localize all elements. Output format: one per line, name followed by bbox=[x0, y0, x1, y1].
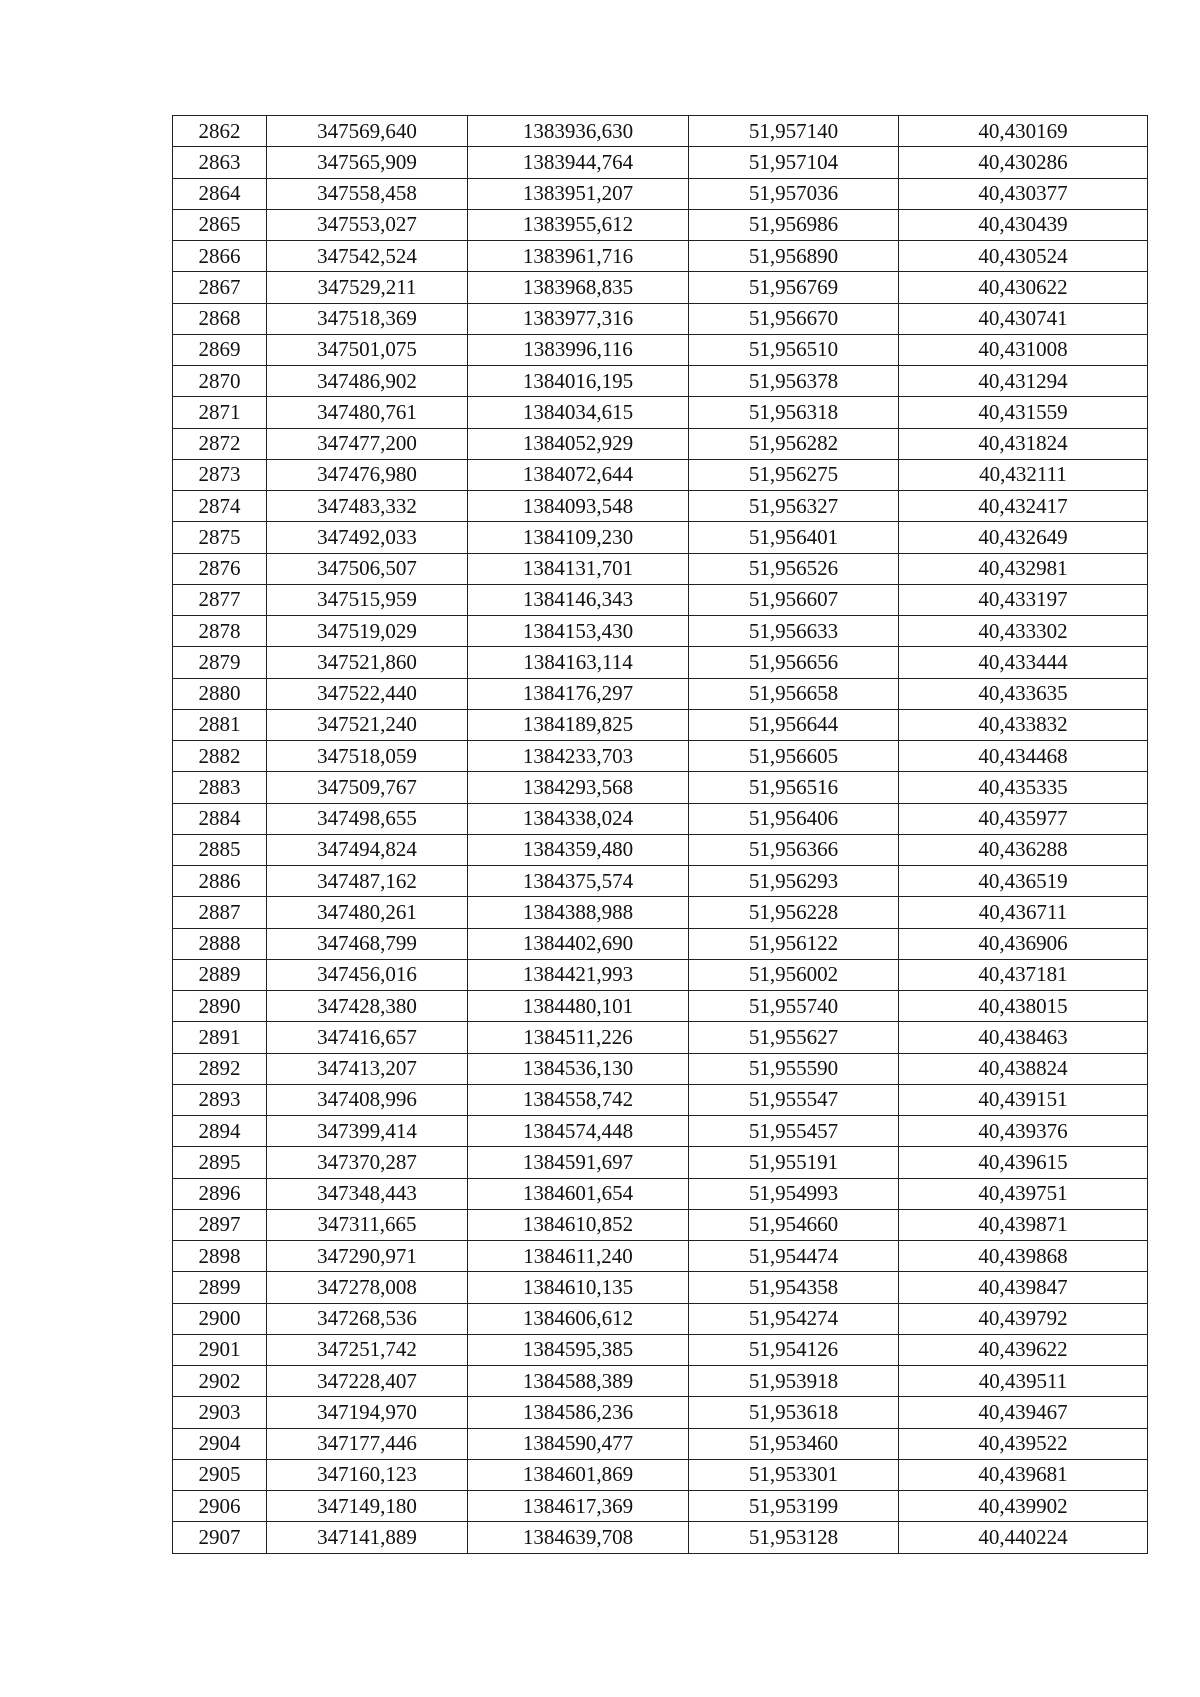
y-coordinate-cell: 1384536,130 bbox=[468, 1053, 689, 1084]
latitude-cell: 51,953460 bbox=[689, 1428, 899, 1459]
point-number-cell: 2864 bbox=[173, 178, 267, 209]
table-row bbox=[173, 897, 1148, 928]
point-number-cell: 2880 bbox=[173, 678, 267, 709]
longitude-cell: 40,439615 bbox=[899, 1147, 1148, 1178]
longitude-cell: 40,439467 bbox=[899, 1397, 1148, 1428]
y-coordinate-cell: 1384093,548 bbox=[468, 491, 689, 522]
x-coordinate-cell: 347519,029 bbox=[267, 616, 468, 647]
y-coordinate-cell: 1384601,869 bbox=[468, 1459, 689, 1490]
x-coordinate-cell: 347553,027 bbox=[267, 209, 468, 240]
latitude-cell: 51,954993 bbox=[689, 1178, 899, 1209]
latitude-cell: 51,954358 bbox=[689, 1272, 899, 1303]
point-number-cell: 2900 bbox=[173, 1303, 267, 1334]
longitude-cell: 40,431294 bbox=[899, 366, 1148, 397]
longitude-cell: 40,439868 bbox=[899, 1241, 1148, 1272]
point-number-cell: 2873 bbox=[173, 459, 267, 490]
longitude-cell: 40,437181 bbox=[899, 959, 1148, 990]
longitude-cell: 40,439751 bbox=[899, 1178, 1148, 1209]
y-coordinate-cell: 1384163,114 bbox=[468, 647, 689, 678]
x-coordinate-cell: 347487,162 bbox=[267, 866, 468, 897]
point-number-cell: 2870 bbox=[173, 366, 267, 397]
longitude-cell: 40,432111 bbox=[899, 459, 1148, 490]
y-coordinate-cell: 1384610,135 bbox=[468, 1272, 689, 1303]
point-number-cell: 2901 bbox=[173, 1334, 267, 1365]
latitude-cell: 51,955457 bbox=[689, 1116, 899, 1147]
point-number-cell: 2876 bbox=[173, 553, 267, 584]
longitude-cell: 40,430741 bbox=[899, 303, 1148, 334]
longitude-cell: 40,439681 bbox=[899, 1459, 1148, 1490]
latitude-cell: 51,953301 bbox=[689, 1459, 899, 1490]
table-row bbox=[173, 366, 1148, 397]
point-number-cell: 2889 bbox=[173, 959, 267, 990]
longitude-cell: 40,439522 bbox=[899, 1428, 1148, 1459]
y-coordinate-cell: 1384338,024 bbox=[468, 803, 689, 834]
table-row bbox=[173, 491, 1148, 522]
table-row bbox=[173, 178, 1148, 209]
longitude-cell: 40,438824 bbox=[899, 1053, 1148, 1084]
latitude-cell: 51,956605 bbox=[689, 741, 899, 772]
longitude-cell: 40,439902 bbox=[899, 1491, 1148, 1522]
point-number-cell: 2891 bbox=[173, 1022, 267, 1053]
y-coordinate-cell: 1384359,480 bbox=[468, 834, 689, 865]
point-number-cell: 2888 bbox=[173, 928, 267, 959]
table-row bbox=[173, 241, 1148, 272]
point-number-cell: 2897 bbox=[173, 1209, 267, 1240]
point-number-cell: 2871 bbox=[173, 397, 267, 428]
point-number-cell: 2903 bbox=[173, 1397, 267, 1428]
table-row bbox=[173, 1522, 1148, 1553]
point-number-cell: 2904 bbox=[173, 1428, 267, 1459]
longitude-cell: 40,430622 bbox=[899, 272, 1148, 303]
longitude-cell: 40,431559 bbox=[899, 397, 1148, 428]
point-number-cell: 2866 bbox=[173, 241, 267, 272]
y-coordinate-cell: 1384072,644 bbox=[468, 459, 689, 490]
x-coordinate-cell: 347428,380 bbox=[267, 991, 468, 1022]
table-row bbox=[173, 1491, 1148, 1522]
table-row bbox=[173, 428, 1148, 459]
x-coordinate-cell: 347498,655 bbox=[267, 803, 468, 834]
point-number-cell: 2875 bbox=[173, 522, 267, 553]
point-number-cell: 2874 bbox=[173, 491, 267, 522]
longitude-cell: 40,435977 bbox=[899, 803, 1148, 834]
point-number-cell: 2906 bbox=[173, 1491, 267, 1522]
x-coordinate-cell: 347416,657 bbox=[267, 1022, 468, 1053]
point-number-cell: 2881 bbox=[173, 709, 267, 740]
y-coordinate-cell: 1384016,195 bbox=[468, 366, 689, 397]
table-row bbox=[173, 553, 1148, 584]
coordinates-table bbox=[172, 115, 1148, 1554]
latitude-cell: 51,956658 bbox=[689, 678, 899, 709]
table-row bbox=[173, 803, 1148, 834]
longitude-cell: 40,439151 bbox=[899, 1084, 1148, 1115]
point-number-cell: 2902 bbox=[173, 1366, 267, 1397]
longitude-cell: 40,440224 bbox=[899, 1522, 1148, 1553]
x-coordinate-cell: 347486,902 bbox=[267, 366, 468, 397]
x-coordinate-cell: 347569,640 bbox=[267, 116, 468, 147]
y-coordinate-cell: 1384233,703 bbox=[468, 741, 689, 772]
y-coordinate-cell: 1383996,116 bbox=[468, 334, 689, 365]
x-coordinate-cell: 347529,211 bbox=[267, 272, 468, 303]
table-row bbox=[173, 678, 1148, 709]
table-row bbox=[173, 616, 1148, 647]
point-number-cell: 2865 bbox=[173, 209, 267, 240]
table-row bbox=[173, 741, 1148, 772]
point-number-cell: 2886 bbox=[173, 866, 267, 897]
longitude-cell: 40,430524 bbox=[899, 241, 1148, 272]
longitude-cell: 40,436711 bbox=[899, 897, 1148, 928]
table-row bbox=[173, 1272, 1148, 1303]
longitude-cell: 40,438463 bbox=[899, 1022, 1148, 1053]
latitude-cell: 51,956275 bbox=[689, 459, 899, 490]
x-coordinate-cell: 347558,458 bbox=[267, 178, 468, 209]
point-number-cell: 2862 bbox=[173, 116, 267, 147]
latitude-cell: 51,953128 bbox=[689, 1522, 899, 1553]
longitude-cell: 40,434468 bbox=[899, 741, 1148, 772]
latitude-cell: 51,955547 bbox=[689, 1084, 899, 1115]
x-coordinate-cell: 347565,909 bbox=[267, 147, 468, 178]
table-row bbox=[173, 1397, 1148, 1428]
latitude-cell: 51,953918 bbox=[689, 1366, 899, 1397]
point-number-cell: 2887 bbox=[173, 897, 267, 928]
point-number-cell: 2898 bbox=[173, 1241, 267, 1272]
latitude-cell: 51,953199 bbox=[689, 1491, 899, 1522]
y-coordinate-cell: 1383936,630 bbox=[468, 116, 689, 147]
y-coordinate-cell: 1383955,612 bbox=[468, 209, 689, 240]
point-number-cell: 2893 bbox=[173, 1084, 267, 1115]
latitude-cell: 51,956656 bbox=[689, 647, 899, 678]
x-coordinate-cell: 347278,008 bbox=[267, 1272, 468, 1303]
x-coordinate-cell: 347456,016 bbox=[267, 959, 468, 990]
table-row bbox=[173, 928, 1148, 959]
y-coordinate-cell: 1384586,236 bbox=[468, 1397, 689, 1428]
latitude-cell: 51,955191 bbox=[689, 1147, 899, 1178]
x-coordinate-cell: 347348,443 bbox=[267, 1178, 468, 1209]
table-row bbox=[173, 1178, 1148, 1209]
point-number-cell: 2879 bbox=[173, 647, 267, 678]
y-coordinate-cell: 1383944,764 bbox=[468, 147, 689, 178]
table-row bbox=[173, 334, 1148, 365]
x-coordinate-cell: 347476,980 bbox=[267, 459, 468, 490]
latitude-cell: 51,956228 bbox=[689, 897, 899, 928]
point-number-cell: 2883 bbox=[173, 772, 267, 803]
y-coordinate-cell: 1384034,615 bbox=[468, 397, 689, 428]
table-row bbox=[173, 647, 1148, 678]
y-coordinate-cell: 1384601,654 bbox=[468, 1178, 689, 1209]
table-row bbox=[173, 1459, 1148, 1490]
y-coordinate-cell: 1384146,343 bbox=[468, 584, 689, 615]
x-coordinate-cell: 347522,440 bbox=[267, 678, 468, 709]
longitude-cell: 40,433635 bbox=[899, 678, 1148, 709]
latitude-cell: 51,956401 bbox=[689, 522, 899, 553]
y-coordinate-cell: 1384388,988 bbox=[468, 897, 689, 928]
longitude-cell: 40,432649 bbox=[899, 522, 1148, 553]
table-row bbox=[173, 584, 1148, 615]
x-coordinate-cell: 347268,536 bbox=[267, 1303, 468, 1334]
point-number-cell: 2877 bbox=[173, 584, 267, 615]
longitude-cell: 40,430377 bbox=[899, 178, 1148, 209]
table-row bbox=[173, 959, 1148, 990]
latitude-cell: 51,956516 bbox=[689, 772, 899, 803]
point-number-cell: 2905 bbox=[173, 1459, 267, 1490]
point-number-cell: 2896 bbox=[173, 1178, 267, 1209]
latitude-cell: 51,956510 bbox=[689, 334, 899, 365]
x-coordinate-cell: 347370,287 bbox=[267, 1147, 468, 1178]
longitude-cell: 40,439792 bbox=[899, 1303, 1148, 1334]
y-coordinate-cell: 1384421,993 bbox=[468, 959, 689, 990]
x-coordinate-cell: 347477,200 bbox=[267, 428, 468, 459]
x-coordinate-cell: 347468,799 bbox=[267, 928, 468, 959]
point-number-cell: 2884 bbox=[173, 803, 267, 834]
latitude-cell: 51,954474 bbox=[689, 1241, 899, 1272]
y-coordinate-cell: 1384588,389 bbox=[468, 1366, 689, 1397]
table-row bbox=[173, 772, 1148, 803]
longitude-cell: 40,433444 bbox=[899, 647, 1148, 678]
x-coordinate-cell: 347494,824 bbox=[267, 834, 468, 865]
table-row bbox=[173, 1053, 1148, 1084]
x-coordinate-cell: 347483,332 bbox=[267, 491, 468, 522]
longitude-cell: 40,431008 bbox=[899, 334, 1148, 365]
table-row bbox=[173, 1428, 1148, 1459]
table-row bbox=[173, 397, 1148, 428]
latitude-cell: 51,955590 bbox=[689, 1053, 899, 1084]
point-number-cell: 2895 bbox=[173, 1147, 267, 1178]
y-coordinate-cell: 1384480,101 bbox=[468, 991, 689, 1022]
table-row bbox=[173, 272, 1148, 303]
point-number-cell: 2863 bbox=[173, 147, 267, 178]
table-row bbox=[173, 866, 1148, 897]
x-coordinate-cell: 347177,446 bbox=[267, 1428, 468, 1459]
point-number-cell: 2899 bbox=[173, 1272, 267, 1303]
table-row bbox=[173, 1116, 1148, 1147]
longitude-cell: 40,438015 bbox=[899, 991, 1148, 1022]
latitude-cell: 51,956378 bbox=[689, 366, 899, 397]
longitude-cell: 40,436519 bbox=[899, 866, 1148, 897]
y-coordinate-cell: 1384611,240 bbox=[468, 1241, 689, 1272]
latitude-cell: 51,956986 bbox=[689, 209, 899, 240]
y-coordinate-cell: 1384595,385 bbox=[468, 1334, 689, 1365]
table-row bbox=[173, 1366, 1148, 1397]
longitude-cell: 40,433832 bbox=[899, 709, 1148, 740]
latitude-cell: 51,955740 bbox=[689, 991, 899, 1022]
x-coordinate-cell: 347408,996 bbox=[267, 1084, 468, 1115]
x-coordinate-cell: 347518,059 bbox=[267, 741, 468, 772]
table-row bbox=[173, 147, 1148, 178]
latitude-cell: 51,954274 bbox=[689, 1303, 899, 1334]
longitude-cell: 40,432417 bbox=[899, 491, 1148, 522]
x-coordinate-cell: 347518,369 bbox=[267, 303, 468, 334]
y-coordinate-cell: 1384131,701 bbox=[468, 553, 689, 584]
latitude-cell: 51,956318 bbox=[689, 397, 899, 428]
latitude-cell: 51,957036 bbox=[689, 178, 899, 209]
y-coordinate-cell: 1384052,929 bbox=[468, 428, 689, 459]
x-coordinate-cell: 347521,240 bbox=[267, 709, 468, 740]
latitude-cell: 51,956607 bbox=[689, 584, 899, 615]
point-number-cell: 2890 bbox=[173, 991, 267, 1022]
longitude-cell: 40,433302 bbox=[899, 616, 1148, 647]
table-row bbox=[173, 209, 1148, 240]
latitude-cell: 51,956002 bbox=[689, 959, 899, 990]
y-coordinate-cell: 1384293,568 bbox=[468, 772, 689, 803]
longitude-cell: 40,436288 bbox=[899, 834, 1148, 865]
point-number-cell: 2867 bbox=[173, 272, 267, 303]
longitude-cell: 40,430439 bbox=[899, 209, 1148, 240]
y-coordinate-cell: 1383961,716 bbox=[468, 241, 689, 272]
x-coordinate-cell: 347480,261 bbox=[267, 897, 468, 928]
table-row bbox=[173, 709, 1148, 740]
y-coordinate-cell: 1383951,207 bbox=[468, 178, 689, 209]
x-coordinate-cell: 347141,889 bbox=[267, 1522, 468, 1553]
x-coordinate-cell: 347492,033 bbox=[267, 522, 468, 553]
x-coordinate-cell: 347194,970 bbox=[267, 1397, 468, 1428]
y-coordinate-cell: 1384153,430 bbox=[468, 616, 689, 647]
point-number-cell: 2869 bbox=[173, 334, 267, 365]
y-coordinate-cell: 1384402,690 bbox=[468, 928, 689, 959]
latitude-cell: 51,956769 bbox=[689, 272, 899, 303]
table-row bbox=[173, 1303, 1148, 1334]
longitude-cell: 40,435335 bbox=[899, 772, 1148, 803]
x-coordinate-cell: 347521,860 bbox=[267, 647, 468, 678]
latitude-cell: 51,956366 bbox=[689, 834, 899, 865]
latitude-cell: 51,957104 bbox=[689, 147, 899, 178]
point-number-cell: 2894 bbox=[173, 1116, 267, 1147]
point-number-cell: 2885 bbox=[173, 834, 267, 865]
table-row bbox=[173, 116, 1148, 147]
latitude-cell: 51,956633 bbox=[689, 616, 899, 647]
point-number-cell: 2868 bbox=[173, 303, 267, 334]
table-row bbox=[173, 991, 1148, 1022]
y-coordinate-cell: 1384610,852 bbox=[468, 1209, 689, 1240]
table-row bbox=[173, 1209, 1148, 1240]
y-coordinate-cell: 1384590,477 bbox=[468, 1428, 689, 1459]
longitude-cell: 40,430286 bbox=[899, 147, 1148, 178]
point-number-cell: 2882 bbox=[173, 741, 267, 772]
table-row bbox=[173, 1022, 1148, 1053]
coordinates-table-body bbox=[173, 116, 1148, 1554]
latitude-cell: 51,956406 bbox=[689, 803, 899, 834]
table-row bbox=[173, 1084, 1148, 1115]
x-coordinate-cell: 347501,075 bbox=[267, 334, 468, 365]
y-coordinate-cell: 1383968,835 bbox=[468, 272, 689, 303]
x-coordinate-cell: 347515,959 bbox=[267, 584, 468, 615]
point-number-cell: 2907 bbox=[173, 1522, 267, 1553]
longitude-cell: 40,430169 bbox=[899, 116, 1148, 147]
x-coordinate-cell: 347509,767 bbox=[267, 772, 468, 803]
y-coordinate-cell: 1384639,708 bbox=[468, 1522, 689, 1553]
longitude-cell: 40,439847 bbox=[899, 1272, 1148, 1303]
latitude-cell: 51,953618 bbox=[689, 1397, 899, 1428]
x-coordinate-cell: 347311,665 bbox=[267, 1209, 468, 1240]
latitude-cell: 51,956670 bbox=[689, 303, 899, 334]
table-row bbox=[173, 459, 1148, 490]
x-coordinate-cell: 347506,507 bbox=[267, 553, 468, 584]
latitude-cell: 51,956644 bbox=[689, 709, 899, 740]
longitude-cell: 40,436906 bbox=[899, 928, 1148, 959]
longitude-cell: 40,439511 bbox=[899, 1366, 1148, 1397]
longitude-cell: 40,439376 bbox=[899, 1116, 1148, 1147]
latitude-cell: 51,956327 bbox=[689, 491, 899, 522]
x-coordinate-cell: 347160,123 bbox=[267, 1459, 468, 1490]
y-coordinate-cell: 1384189,825 bbox=[468, 709, 689, 740]
x-coordinate-cell: 347290,971 bbox=[267, 1241, 468, 1272]
latitude-cell: 51,956293 bbox=[689, 866, 899, 897]
latitude-cell: 51,955627 bbox=[689, 1022, 899, 1053]
latitude-cell: 51,956526 bbox=[689, 553, 899, 584]
y-coordinate-cell: 1384176,297 bbox=[468, 678, 689, 709]
table-row bbox=[173, 1334, 1148, 1365]
x-coordinate-cell: 347149,180 bbox=[267, 1491, 468, 1522]
latitude-cell: 51,956282 bbox=[689, 428, 899, 459]
y-coordinate-cell: 1384558,742 bbox=[468, 1084, 689, 1115]
x-coordinate-cell: 347480,761 bbox=[267, 397, 468, 428]
x-coordinate-cell: 347251,742 bbox=[267, 1334, 468, 1365]
longitude-cell: 40,439622 bbox=[899, 1334, 1148, 1365]
table-row bbox=[173, 1241, 1148, 1272]
y-coordinate-cell: 1384606,612 bbox=[468, 1303, 689, 1334]
latitude-cell: 51,954660 bbox=[689, 1209, 899, 1240]
y-coordinate-cell: 1384511,226 bbox=[468, 1022, 689, 1053]
point-number-cell: 2878 bbox=[173, 616, 267, 647]
y-coordinate-cell: 1384591,697 bbox=[468, 1147, 689, 1178]
point-number-cell: 2872 bbox=[173, 428, 267, 459]
longitude-cell: 40,432981 bbox=[899, 553, 1148, 584]
x-coordinate-cell: 347413,207 bbox=[267, 1053, 468, 1084]
x-coordinate-cell: 347542,524 bbox=[267, 241, 468, 272]
y-coordinate-cell: 1384617,369 bbox=[468, 1491, 689, 1522]
latitude-cell: 51,956122 bbox=[689, 928, 899, 959]
latitude-cell: 51,954126 bbox=[689, 1334, 899, 1365]
x-coordinate-cell: 347228,407 bbox=[267, 1366, 468, 1397]
table-row bbox=[173, 1147, 1148, 1178]
y-coordinate-cell: 1384574,448 bbox=[468, 1116, 689, 1147]
latitude-cell: 51,957140 bbox=[689, 116, 899, 147]
y-coordinate-cell: 1383977,316 bbox=[468, 303, 689, 334]
y-coordinate-cell: 1384375,574 bbox=[468, 866, 689, 897]
y-coordinate-cell: 1384109,230 bbox=[468, 522, 689, 553]
table-row bbox=[173, 834, 1148, 865]
table-row bbox=[173, 303, 1148, 334]
longitude-cell: 40,439871 bbox=[899, 1209, 1148, 1240]
longitude-cell: 40,431824 bbox=[899, 428, 1148, 459]
table-row bbox=[173, 522, 1148, 553]
point-number-cell: 2892 bbox=[173, 1053, 267, 1084]
longitude-cell: 40,433197 bbox=[899, 584, 1148, 615]
x-coordinate-cell: 347399,414 bbox=[267, 1116, 468, 1147]
latitude-cell: 51,956890 bbox=[689, 241, 899, 272]
